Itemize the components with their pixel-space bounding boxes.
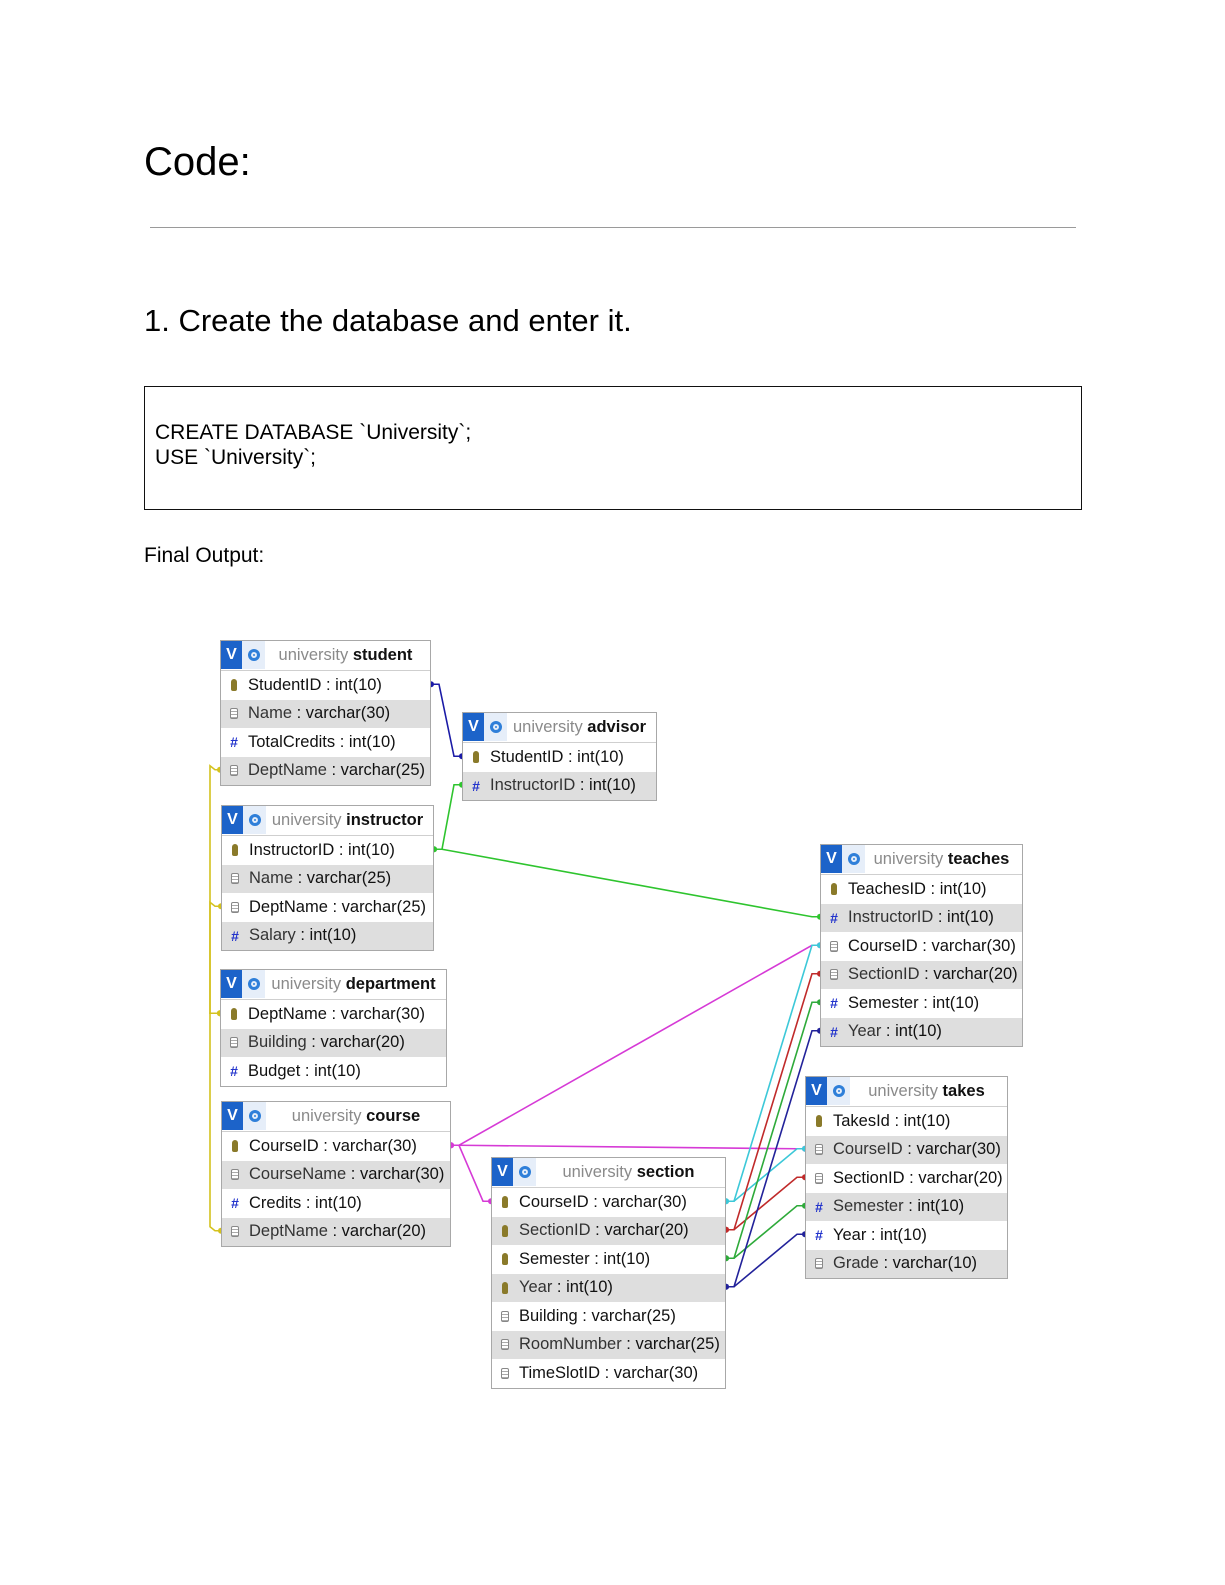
view-icon[interactable]: V — [221, 970, 242, 998]
field-row[interactable] — [806, 1250, 1007, 1279]
field-separator: : — [335, 732, 349, 751]
key-icon — [228, 1138, 242, 1154]
view-icon[interactable]: V — [806, 1077, 827, 1105]
text-icon — [812, 1142, 826, 1158]
field-separator: : — [589, 1249, 604, 1268]
text-icon — [812, 1256, 826, 1272]
field-row[interactable] — [463, 743, 656, 772]
key-icon — [812, 1113, 826, 1129]
field-name: CourseID — [848, 936, 918, 955]
field-name: CourseID — [833, 1140, 903, 1159]
number-icon: # — [830, 909, 838, 926]
field-separator: : — [600, 1363, 614, 1382]
field-row[interactable] — [222, 893, 433, 922]
table-header — [821, 845, 1022, 875]
field-name: Year — [848, 1022, 882, 1041]
field-type: varchar(25) — [635, 1335, 720, 1354]
table-name: student — [352, 646, 413, 664]
field-type: int(10) — [577, 747, 624, 766]
view-icon[interactable]: V — [222, 806, 243, 834]
gear-glyph — [249, 814, 261, 826]
field-name: Credits — [249, 1193, 302, 1212]
text-icon — [498, 1308, 512, 1324]
key-icon — [498, 1280, 512, 1296]
field-name: DeptName — [248, 761, 327, 780]
number-icon: # — [815, 1198, 823, 1215]
code-line: CREATE DATABASE `University`; — [155, 421, 472, 444]
field-type: varchar(30) — [602, 1192, 687, 1211]
field-type: varchar(30) — [340, 1004, 426, 1023]
table-name: teaches — [947, 850, 1010, 868]
key-icon — [498, 1251, 512, 1267]
field-row[interactable] — [806, 1164, 1007, 1193]
field-row[interactable] — [806, 1136, 1007, 1165]
field-type: int(10) — [947, 908, 994, 927]
field-name: DeptName — [248, 1004, 327, 1023]
table-header — [463, 713, 656, 743]
gear-icon[interactable] — [242, 641, 265, 669]
field-name: InstructorID — [249, 840, 335, 859]
view-icon[interactable]: V — [463, 713, 484, 741]
field-separator: : — [904, 1168, 919, 1187]
field-separator: : — [327, 897, 342, 916]
relation-line — [726, 1206, 805, 1259]
gear-icon[interactable] — [513, 1158, 536, 1186]
table-name: takes — [942, 1082, 985, 1100]
field-name: DeptName — [249, 1222, 328, 1241]
field-separator: : — [575, 776, 590, 795]
table-title — [266, 811, 429, 830]
gear-glyph — [248, 978, 260, 990]
table-instructor — [221, 805, 434, 951]
gear-icon[interactable] — [842, 845, 865, 873]
field-row[interactable] — [492, 1274, 725, 1303]
field-separator: : — [588, 1192, 603, 1211]
field-name: Name — [248, 704, 293, 723]
field-type: varchar(20) — [320, 1033, 405, 1052]
field-row[interactable] — [221, 757, 430, 786]
number-icon: # — [830, 995, 838, 1012]
field-name: StudentID — [248, 675, 322, 694]
schema-name: university — [873, 850, 944, 868]
field-row[interactable] — [222, 1132, 450, 1161]
gear-glyph — [248, 649, 260, 661]
field-name: Grade — [833, 1254, 879, 1273]
field-type: varchar(20) — [604, 1221, 689, 1240]
field-type: int(10) — [932, 993, 980, 1012]
table-student — [220, 640, 431, 786]
field-separator: : — [866, 1225, 881, 1244]
schema-name: university — [271, 975, 342, 993]
field-name: SectionID — [833, 1168, 905, 1187]
view-icon[interactable]: V — [221, 641, 242, 669]
schema-name: university — [513, 718, 583, 736]
code-line: USE `University`; — [155, 446, 317, 469]
view-icon[interactable]: V — [492, 1158, 513, 1186]
number-icon: # — [815, 1227, 823, 1244]
step-title: 1. Create the database and enter it. — [144, 303, 632, 338]
field-type: int(10) — [603, 1249, 651, 1268]
relation-line — [726, 1234, 805, 1287]
number-icon: # — [231, 1195, 239, 1212]
field-type: varchar(30) — [359, 1165, 445, 1184]
field-row[interactable] — [821, 904, 1022, 933]
schema-name: university — [868, 1082, 938, 1100]
field-type: varchar(25) — [591, 1306, 676, 1325]
field-type: int(10) — [589, 776, 636, 795]
field-separator: : — [918, 993, 933, 1012]
text-icon — [827, 967, 841, 983]
table-title — [850, 1082, 1003, 1101]
field-name: TakesId — [833, 1111, 890, 1130]
table-teaches — [820, 844, 1023, 1047]
field-name: CourseID — [519, 1192, 589, 1211]
field-name: Year — [833, 1225, 867, 1244]
text-icon — [498, 1365, 512, 1381]
field-separator: : — [902, 1140, 917, 1159]
field-type: varchar(25) — [341, 897, 427, 916]
gear-icon[interactable] — [484, 713, 507, 741]
relation-line — [451, 945, 820, 1145]
table-takes — [805, 1076, 1008, 1279]
field-row[interactable] — [222, 1218, 450, 1247]
key-icon — [827, 881, 841, 897]
field-separator: : — [917, 936, 932, 955]
field-type: varchar(20) — [341, 1222, 427, 1241]
key-icon — [469, 749, 483, 765]
field-name: TeachesID — [848, 879, 926, 898]
text-icon — [228, 871, 242, 887]
field-row[interactable] — [221, 728, 430, 757]
key-icon — [227, 677, 241, 693]
field-row[interactable] — [492, 1217, 725, 1246]
key-icon — [498, 1223, 512, 1239]
text-icon — [227, 706, 241, 722]
field-name: InstructorID — [490, 776, 576, 795]
schema-name: university — [271, 811, 342, 829]
field-separator: : — [301, 1193, 316, 1212]
number-icon: # — [231, 927, 239, 944]
gear-icon[interactable] — [242, 970, 265, 998]
table-header — [221, 641, 430, 671]
field-row[interactable] — [492, 1331, 725, 1360]
table-section — [491, 1157, 726, 1389]
table-course — [221, 1101, 451, 1247]
text-icon — [827, 938, 841, 954]
gear-icon[interactable] — [243, 1102, 266, 1130]
field-separator: : — [933, 908, 948, 927]
field-name: DeptName — [249, 897, 328, 916]
field-type: int(10) — [880, 1225, 927, 1244]
field-name: Salary — [249, 926, 296, 945]
schema-name: university — [291, 1107, 362, 1125]
field-type: varchar(30) — [931, 936, 1016, 955]
field-type: varchar(20) — [933, 965, 1018, 984]
table-title — [507, 718, 652, 737]
field-row[interactable] — [222, 836, 433, 865]
table-title — [265, 646, 426, 665]
field-row[interactable] — [221, 671, 430, 700]
output-label: Final Output: — [144, 544, 265, 567]
field-row[interactable] — [492, 1359, 725, 1388]
table-name: department — [345, 975, 436, 993]
field-separator: : — [878, 1254, 893, 1273]
text-icon — [228, 899, 242, 915]
field-row[interactable] — [222, 1161, 450, 1190]
gear-icon[interactable] — [243, 806, 266, 834]
gear-icon[interactable] — [827, 1077, 850, 1105]
field-row[interactable] — [821, 989, 1022, 1018]
field-separator: : — [334, 840, 349, 859]
table-header — [221, 970, 446, 1000]
field-type: int(10) — [895, 1022, 942, 1041]
field-separator: : — [552, 1278, 567, 1297]
field-separator: : — [300, 1061, 315, 1080]
schema-name: university — [562, 1163, 633, 1181]
field-row[interactable] — [806, 1193, 1007, 1222]
text-icon — [228, 1224, 242, 1240]
number-icon: # — [230, 734, 238, 751]
field-row[interactable] — [806, 1107, 1007, 1136]
field-name: Semester — [833, 1197, 904, 1216]
key-icon — [228, 842, 242, 858]
field-type: int(10) — [939, 879, 987, 898]
field-name: RoomNumber — [519, 1335, 622, 1354]
gear-glyph — [519, 1166, 531, 1178]
key-icon — [498, 1194, 512, 1210]
field-row[interactable] — [222, 1189, 450, 1218]
field-name: InstructorID — [848, 908, 934, 927]
field-name: StudentID — [490, 747, 564, 766]
field-row[interactable] — [821, 932, 1022, 961]
field-row[interactable] — [492, 1188, 725, 1217]
field-separator: : — [306, 1033, 321, 1052]
field-row[interactable] — [492, 1245, 725, 1274]
field-row[interactable] — [821, 875, 1022, 904]
number-icon: # — [230, 1063, 238, 1080]
field-row[interactable] — [492, 1302, 725, 1331]
gear-glyph — [848, 853, 860, 865]
table-header — [806, 1077, 1007, 1107]
field-type: int(10) — [917, 1197, 965, 1216]
field-name: CourseName — [249, 1165, 347, 1184]
text-icon — [228, 1167, 242, 1183]
field-type: int(10) — [309, 926, 357, 945]
field-type: int(10) — [566, 1278, 613, 1297]
table-header — [222, 806, 433, 836]
field-separator: : — [621, 1335, 636, 1354]
field-separator: : — [327, 1222, 342, 1241]
table-advisor — [462, 712, 657, 801]
field-separator: : — [292, 704, 306, 723]
table-department — [220, 969, 447, 1087]
field-separator: : — [346, 1165, 360, 1184]
field-separator: : — [925, 879, 940, 898]
field-row[interactable] — [221, 1029, 446, 1058]
table-name: advisor — [587, 718, 646, 736]
field-type: int(10) — [348, 840, 395, 859]
field-name: Building — [519, 1306, 578, 1325]
relation-line — [434, 849, 820, 917]
text-icon — [812, 1170, 826, 1186]
field-row[interactable] — [463, 772, 656, 801]
text-icon — [227, 763, 241, 779]
field-separator: : — [321, 675, 336, 694]
number-icon: # — [472, 777, 480, 794]
table-title — [865, 850, 1018, 869]
schema-name: university — [278, 646, 349, 664]
field-separator: : — [881, 1022, 896, 1041]
field-separator: : — [295, 926, 310, 945]
field-separator: : — [590, 1221, 605, 1240]
field-type: varchar(25) — [306, 869, 392, 888]
field-name: Building — [248, 1033, 307, 1052]
field-row[interactable] — [821, 1018, 1022, 1047]
relation-line — [431, 684, 462, 756]
gear-glyph — [833, 1085, 845, 1097]
field-name: Year — [519, 1278, 553, 1297]
view-icon[interactable]: V — [222, 1102, 243, 1130]
page-heading: Code: — [144, 140, 251, 184]
field-row[interactable] — [821, 961, 1022, 990]
table-title — [536, 1163, 721, 1182]
field-separator: : — [326, 1004, 341, 1023]
table-name: course — [366, 1107, 421, 1125]
table-title — [266, 1107, 446, 1126]
field-type: varchar(30) — [916, 1140, 1001, 1159]
table-name: section — [636, 1163, 695, 1181]
table-title — [265, 975, 442, 994]
text-icon — [227, 1035, 241, 1051]
field-type: varchar(10) — [892, 1254, 977, 1273]
relation-line — [451, 1145, 491, 1201]
table-header — [222, 1102, 450, 1132]
field-separator: : — [889, 1111, 904, 1130]
field-row[interactable] — [806, 1221, 1007, 1250]
field-type: varchar(30) — [305, 704, 391, 723]
field-name: Name — [249, 869, 294, 888]
field-row[interactable] — [221, 1000, 446, 1029]
field-name: SectionID — [848, 965, 920, 984]
gear-glyph — [490, 721, 502, 733]
field-separator: : — [903, 1197, 918, 1216]
relation-line — [210, 766, 220, 1014]
field-type: int(10) — [903, 1111, 951, 1130]
number-icon: # — [830, 1023, 838, 1040]
field-type: int(10) — [314, 1061, 361, 1080]
field-separator: : — [577, 1306, 592, 1325]
field-separator: : — [563, 747, 578, 766]
table-header — [492, 1158, 725, 1188]
field-type: varchar(30) — [332, 1136, 417, 1155]
field-name: Budget — [248, 1061, 301, 1080]
field-separator: : — [919, 965, 934, 984]
field-type: varchar(30) — [613, 1363, 699, 1382]
field-row[interactable] — [222, 922, 433, 951]
field-type: int(10) — [315, 1193, 362, 1212]
field-name: Semester — [519, 1249, 590, 1268]
field-separator: : — [318, 1136, 333, 1155]
field-row[interactable] — [222, 865, 433, 894]
key-icon — [227, 1006, 241, 1022]
field-type: varchar(25) — [340, 761, 426, 780]
field-type: int(10) — [335, 675, 382, 694]
field-separator: : — [293, 869, 307, 888]
table-name: instructor — [346, 811, 424, 829]
gear-glyph — [249, 1110, 261, 1122]
relation-line — [451, 1145, 805, 1149]
view-icon[interactable]: V — [821, 845, 842, 873]
text-icon — [498, 1337, 512, 1353]
field-type: int(10) — [348, 732, 396, 751]
field-name: Semester — [848, 993, 919, 1012]
field-type: varchar(20) — [918, 1168, 1003, 1187]
field-row[interactable] — [221, 1057, 446, 1086]
field-row[interactable] — [221, 700, 430, 729]
field-separator: : — [326, 761, 341, 780]
field-name: TimeSlotID — [519, 1363, 600, 1382]
field-name: CourseID — [249, 1136, 319, 1155]
relation-line — [434, 785, 462, 850]
field-name: TotalCredits — [248, 732, 336, 751]
field-name: SectionID — [519, 1221, 591, 1240]
